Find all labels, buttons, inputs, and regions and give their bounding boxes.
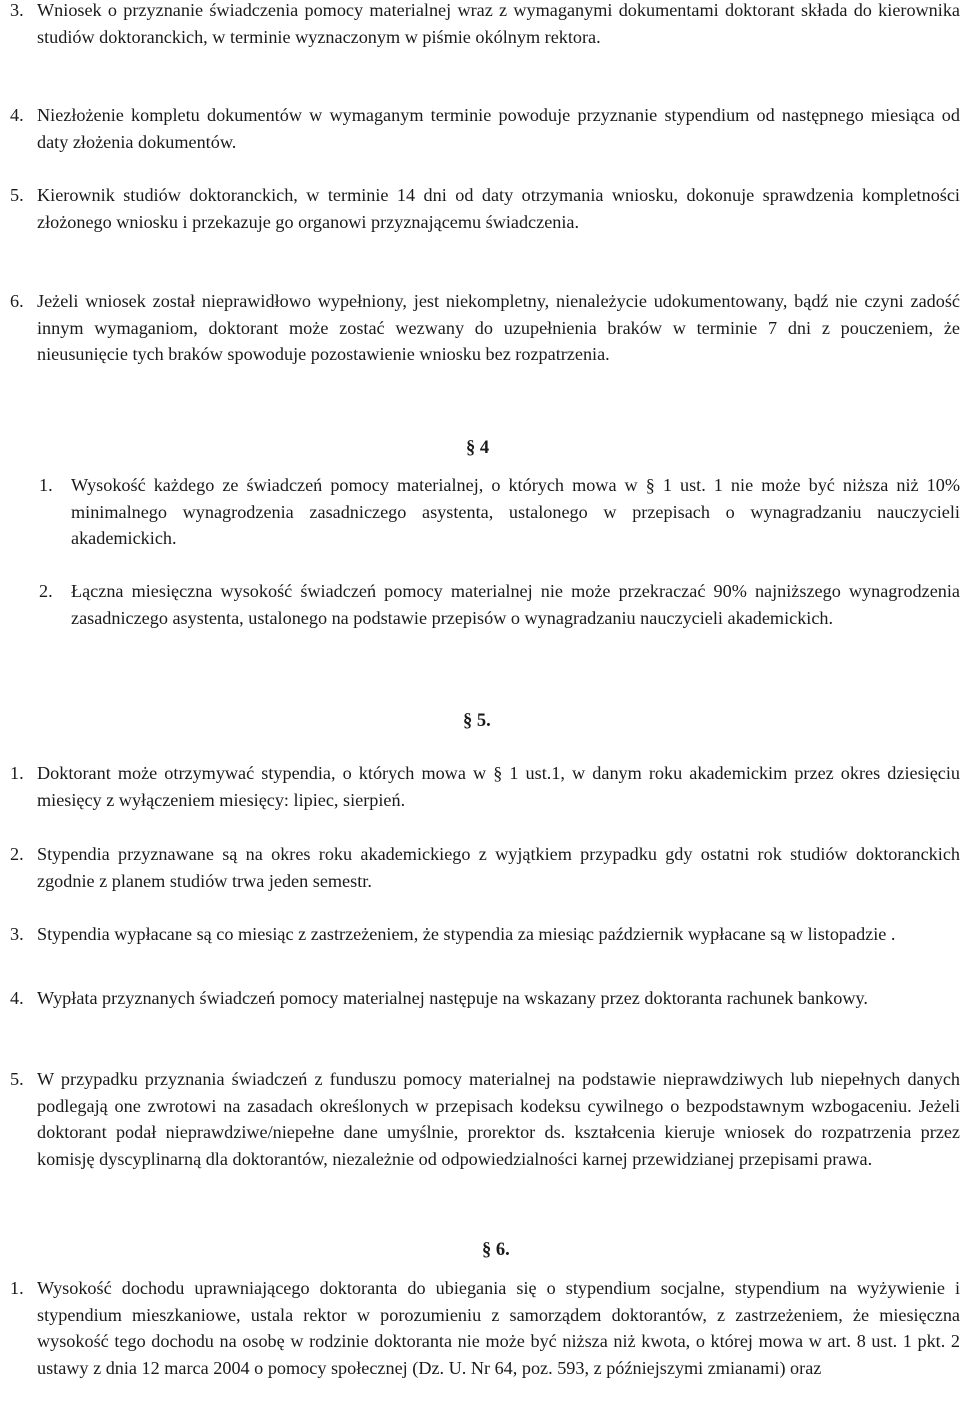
- item-text: Wypłata przyznanych świadczeń pomocy materialnej następuje na wskazany przez doktoranta rachunek bankowy.: [37, 988, 868, 1008]
- item-number: 4.: [10, 105, 24, 125]
- item-number: 4.: [10, 988, 24, 1008]
- list-item: [10, 0, 960, 50]
- item-text: Wysokość dochodu uprawniającego doktoranta do ubiegania się o stypendium socjalne, stypendium na wyżywienie i stypendium mieszkaniowe, ustala rektor w porozumieniu z samorządem doktorantów, z zastrzeżeniem, że miesięczna wysokość tego dochodu na osobę w rodzinie doktoranta nie może być niższa niż kwota, o której mowa w art. 8 ust. 1 pkt. 2 ustawy z dnia 12 marca 2004 o pomocy społecznej (Dz. U. Nr 64, poz. 593, z późniejszymi zmianami) oraz: [37, 1278, 960, 1378]
- list-item: [10, 841, 960, 894]
- item-text: Stypendia wypłacane są co miesiąc z zastrzeżeniem, że stypendia za miesiąc październik wypłacane są w listopadzie .: [37, 924, 896, 944]
- item-number: 5.: [10, 185, 24, 205]
- list-item: [10, 760, 960, 813]
- item-text: Niezłożenie kompletu dokumentów w wymaganym terminie powoduje przyznanie stypendium od następnego miesiąca od daty złożenia dokumentów.: [37, 105, 960, 152]
- item-number: 3.: [10, 0, 24, 20]
- list-item: [10, 1275, 960, 1381]
- list-item: [10, 985, 960, 1012]
- item-number: 1.: [39, 475, 53, 495]
- list-item: [10, 921, 960, 948]
- list-item: [10, 182, 960, 235]
- section-heading: § 6.: [482, 1240, 510, 1260]
- section-heading: § 5.: [463, 711, 491, 731]
- item-number: 1.: [10, 1278, 24, 1298]
- list-item: [39, 578, 960, 631]
- section-heading: § 4: [466, 438, 490, 458]
- item-text: Stypendia przyznawane są na okres roku akademickiego z wyjątkiem przypadku gdy ostatni rok studiów doktoranckich zgodnie z planem studiów trwa jeden semestr.: [37, 844, 960, 891]
- item-number: 6.: [10, 291, 24, 311]
- list-item: [10, 1066, 960, 1172]
- item-text: Wysokość każdego ze świadczeń pomocy materialnej, o których mowa w § 1 ust. 1 nie może być niższa niż 10% minimalnego wynagrodzenia zasadniczego asystenta, ustalonego w przepisach o wynagradzaniu nauczycieli akademickich.: [71, 475, 960, 548]
- item-number: 2.: [10, 844, 24, 864]
- item-number: 3.: [10, 924, 24, 944]
- item-text: Łączna miesięczna wysokość świadczeń pomocy materialnej nie może przekraczać 90% najniższego wynagrodzenia zasadniczego asystenta, ustalonego na podstawie przepisów o wynagradzaniu nauczycieli akademickich.: [71, 581, 960, 628]
- item-number: 2.: [39, 581, 53, 601]
- item-number: 5.: [10, 1069, 24, 1089]
- item-number: 1.: [10, 763, 24, 783]
- list-item: [10, 288, 960, 368]
- list-item: [39, 472, 960, 552]
- list-item: [10, 102, 960, 155]
- item-text: Doktorant może otrzymywać stypendia, o których mowa w § 1 ust.1, w danym roku akademickim przez okres dziesięciu miesięcy z wyłączeniem miesięcy: lipiec, sierpień.: [37, 763, 960, 810]
- item-text: W przypadku przyznania świadczeń z funduszu pomocy materialnej na podstawie nieprawdziwych lub niepełnych danych podlegają one zwrotowi na zasadach określonych w przepisach kodeksu cywilnego o bezpodstawnym wzbogaceniu. Jeżeli doktorant podał nieprawdziwe/niepełne dane umyślnie, prorektor ds. kształcenia kieruje wniosek do rozpatrzenia przez komisję dyscyplinarną dla doktorantów, niezależnie od odpowiedzialności karnej przewidzianej przepisami prawa.: [37, 1069, 960, 1169]
- item-text: Kierownik studiów doktoranckich, w terminie 14 dni od daty otrzymania wniosku, dokonuje sprawdzenia kompletności złożonego wniosku i przekazuje go organowi przyznającemu świadczenia.: [37, 185, 960, 232]
- item-text: Jeżeli wniosek został nieprawidłowo wypełniony, jest niekompletny, nienależycie udokumentowany, bądź nie czyni zadość innym wymaganiom, doktorant może zostać wezwany do uzupełnienia braków w terminie 7 dni z pouczeniem, że nieusunięcie tych braków spowoduje pozostawienie wniosku bez rozpatrzenia.: [37, 291, 960, 364]
- item-text: Wniosek o przyznanie świadczenia pomocy materialnej wraz z wymaganymi dokumentami doktorant składa do kierownika studiów doktoranckich, w terminie wyznaczonym w piśmie okólnym rektora.: [37, 0, 960, 47]
